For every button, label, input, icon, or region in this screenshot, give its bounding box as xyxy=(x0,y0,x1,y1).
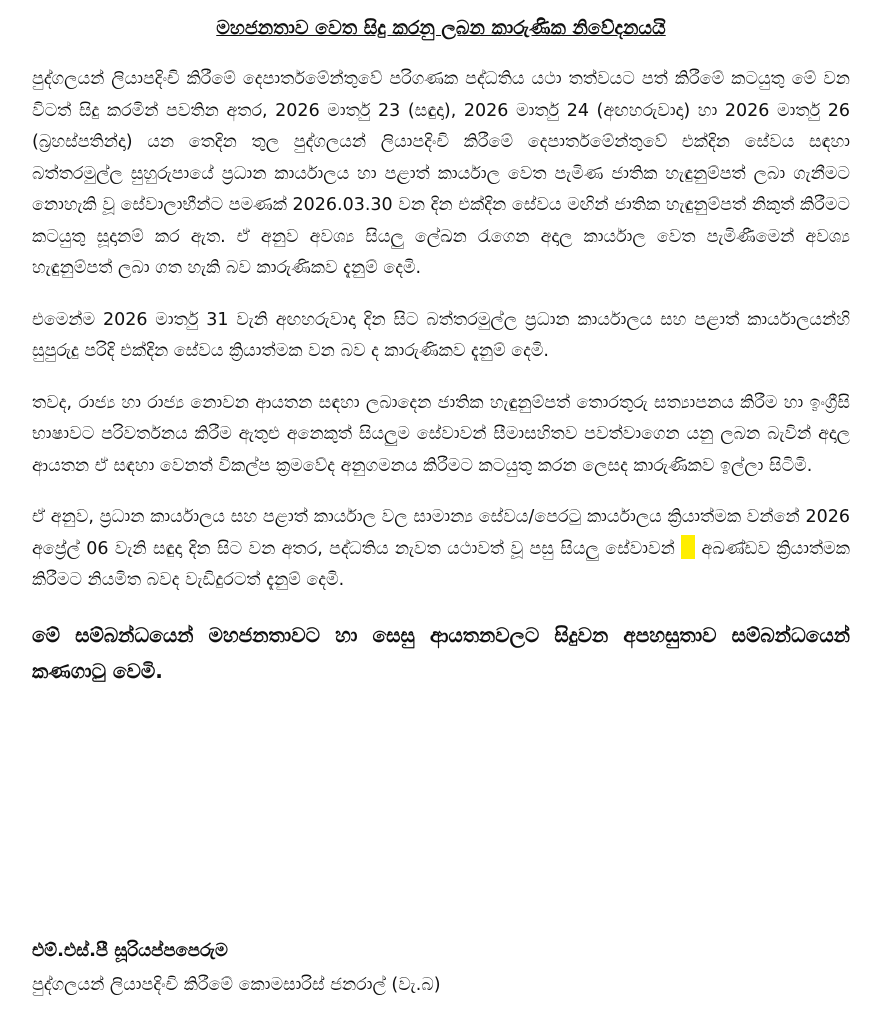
paragraph-1: පුද්ගලයන් ලියාපදිංචි කිරීමේ දෙපාර්තමේන්තුවේ පරිගණක පද්ධතිය යථා තත්වයට පත් කිරීමේ කටයුතු මේ වන විටත් සිදු කරමින් පවතින අතර, 2026 මාර්තු 23 (සඳුදා), 2026 මාර්තු 24 (අඟහරුවාදා) හා 2026 මාර්තු 26 (බ්‍රහස්පතින්දා) යන තෙදින තුල පුද්ගලයන් ලියාපදිංචි කිරීමේ දෙපාර්තමේන්තුවේ එක්දින සේවය සඳහා බත්තරමුල්ල සුහුරුපායේ ප්‍රධාන කාර්යාලය හා පළාත් කාර්යාල වෙත පැමිණ ජාතික හැඳුනුම්පත් ලබා ගැනීමට නොහැකි වූ සේවාලාභීන්ට පමණක් 2026.03.30 වන දින එක්දින සේවය මඟින් ජාතික හැඳුනුම්පත් නිකුත් කිරීමට කටයුතු සූදානම් කර ඇත. ඒ අනුව අවශ්‍ය සියලු ලේඛන රැගෙන අදාල කාර්යාල වෙත පැමිණීමෙන් අවශ්‍ය හැඳුනුම්පත් ලබා ගත හැකි බව කාරුණිකව දැනුම් දෙමි. xyxy=(32,69,850,278)
text-highlight-mark xyxy=(681,535,695,559)
notice-title: මහජනතාව වෙත සිදු කරනු ලබන කාරුණික නිවේදනයයි xyxy=(216,17,666,39)
apology-statement: මේ සම්බන්ධයෙන් මහජනතාවට හා සෙසු ආයතනවලට සිදුවන අපහසුතාව සම්බන්ධයෙන් කණගාටු වෙමි. xyxy=(32,622,850,683)
signatory-name: එම්.එස්.පී සූරියප්පපෙරුම xyxy=(32,940,228,961)
paragraph-4-text-a: ඒ අනුව, ප්‍රධාන කාර්යාලය සහ පළාත් කාර්යාල වල සාමාන්‍ය සේවය/පෙරටු කාර්යාලය ක්‍රියාත්මක වන්නේ 2026 අප්‍රේල් 06 වැනි සඳුදා දින සිට වන අතර, පද්ධතිය නැවත යථාවත් වූ පසු සියලු සේවාවන් xyxy=(32,507,850,559)
paragraph-4 xyxy=(32,502,850,597)
paragraph-2: එමෙන්ම 2026 මාර්තු 31 වැනි අඟහරුවාදා දින සිට බත්තරමුල්ල ප්‍රධාන කාර්යාලය සහ පළාත් කාර්යාලයන්හි සුපුරුදු පරිදි එක්දින සේවය ක්‍රියාත්මක වන බව ද කාරුණිකව දැනුම් දෙමි. xyxy=(32,309,850,361)
signatory-title: පුද්ගලයන් ලියාපදිංචි කිරීමේ කොමසාරිස් ජනරාල් (වැ.බ) xyxy=(32,975,441,995)
paragraph-3: තවද, රාජ්‍ය හා රාජ්‍ය නොවන ආයතන සඳහා ලබාදෙන ජාතික හැඳුනුම්පත් තොරතුරු සත්‍යාපනය කිරීම හා ඉංග්‍රීසි භාෂාවට පරිවර්තනය කිරීම ඇතුළු අනෙකුත් සියලුම සේවාවන් සීමාසහිතව පවත්වාගෙන යනු ලබන බැවින් අදාල ආයතන ඒ සඳහා වෙනත් විකල්ප ක්‍රමවේද අනුගමනය කිරීමට කටයුතු කරන ලෙසද කාරුණිකව ඉල්ලා සිටිමි. xyxy=(32,392,850,476)
paragraph-4-text-b: අඛණ්ඩව ක්‍රියාත්මක කිරීමට නියමිත බවද වැඩිදුරටත් දැනුම් දෙමි. xyxy=(32,538,850,590)
